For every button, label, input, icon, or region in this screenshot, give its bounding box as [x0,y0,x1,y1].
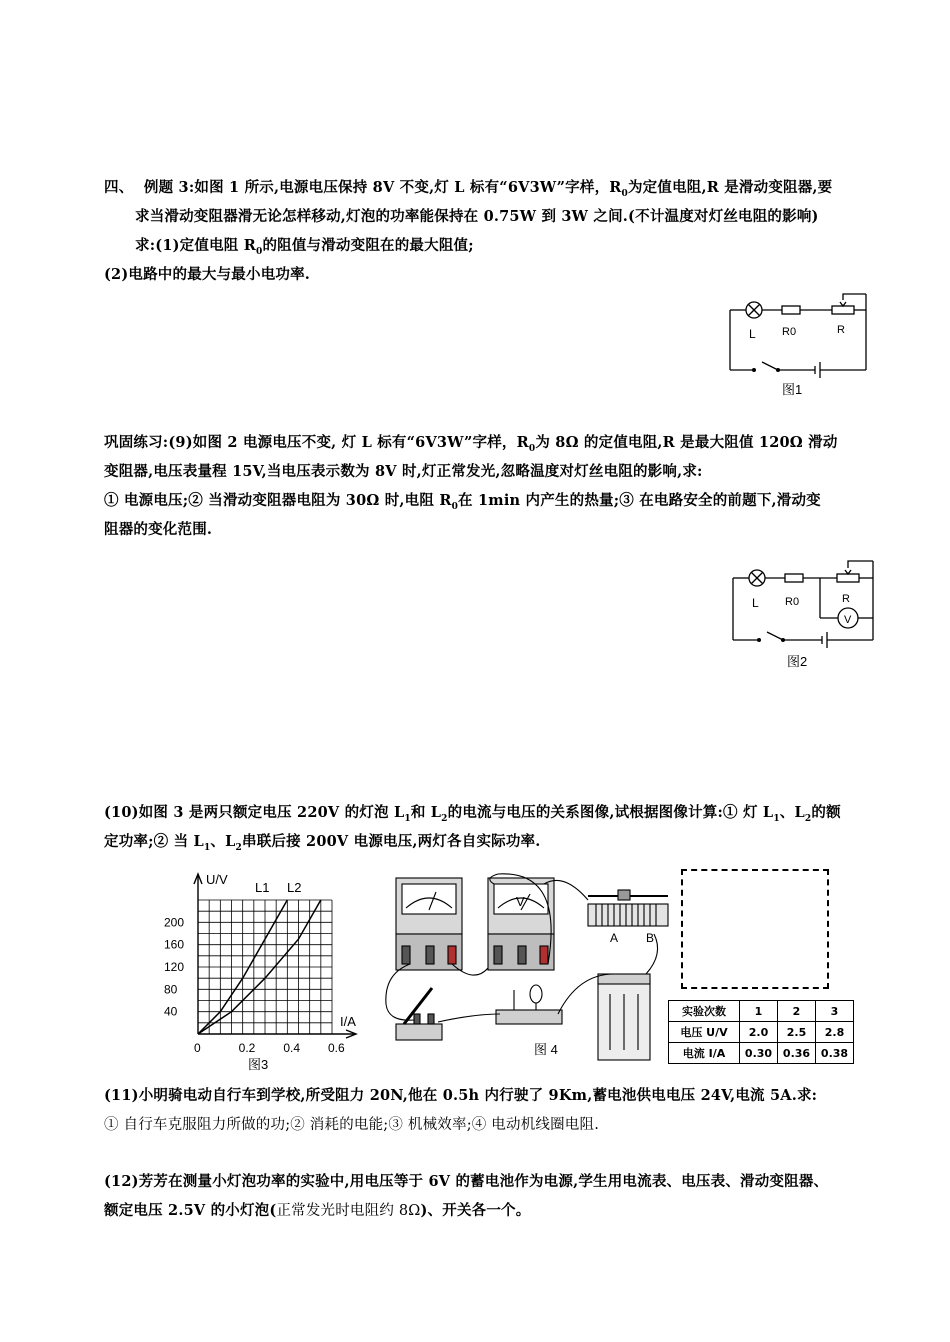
voltmeter-device [488,878,554,970]
fig2-lamp-label: L [752,596,759,610]
rheostat-r-symbol [837,574,859,582]
q12-line-2: 额定电压 2.5V 的小灯泡(正常发光时电阻约 8Ω)、开关各一个。 [104,1202,531,1219]
fig2-r0-label: R0 [785,596,800,608]
q11-line-1: (11)小明骑电动自行车到学校,所受阻力 20N,他在 0.5h 内行驶了 9Km,蓄电池供电电压 24V,电流 5A.求: [104,1087,818,1104]
fig1-caption: 图1 [782,382,803,397]
series-label-l2: L2 [287,880,302,895]
battery-device [598,974,650,1060]
y-tick-label: 120 [164,960,185,974]
q4-line-4: (2)电路中的最大与最小电功率. [104,266,311,283]
experiment-table [668,1000,854,1064]
figure-4-apparatus [374,864,674,1064]
x-tick-label: 0.4 [283,1041,301,1055]
y-tick-label: 200 [164,915,185,930]
resistor-r0-symbol [785,574,803,582]
q10-line-2: 定功率;② 当 $L_1$、$L_2$串联后接 200V 电源电压,两灯各自实际功率. [104,833,541,853]
ammeter-device [396,878,462,970]
q12-line-1: (12)芳芳在测量小灯泡功率的实验中,用电压等于 6V 的蓄电池作为电源,学生用电流表、电压表、滑动变阻器、 [104,1173,829,1190]
y-tick-label: 160 [164,937,185,952]
fig4-voltmeter-label: V [516,894,525,909]
resistor-r0-symbol [782,306,800,314]
rheostat-device [588,890,668,926]
fig4-label-a: A [610,931,619,945]
y-tick-label: 80 [164,982,178,997]
fig4-label-b: B [646,931,655,945]
x-tick-label: 0 [194,1041,201,1055]
y-axis-label: U/V [206,872,228,887]
circuit-diagram-box [681,869,829,989]
fig1-lamp-label: L [749,327,756,341]
x-axis-label: I/A [340,1014,356,1029]
fig2-r-label: R [842,593,850,605]
fig3-caption: 图3 [248,1057,269,1072]
q4-line-2: 求当滑动变阻器滑无论怎样移动,灯泡的功率能保持在 0.75W 到 3W 之间.(不计温度对灯丝电阻的影响) [135,208,819,225]
fig1-r-label: R [837,324,845,336]
table-row: 实验次数 1 2 3 [669,1001,854,1022]
q11-line-2: ① 自行车克服阻力所做的功;② 消耗的电能;③ 机械效率;④ 电动机线圈电阻. [104,1117,599,1133]
figure-2-circuit [725,556,885,672]
table-row: 电压 U/V 2.0 2.5 2.8 [669,1022,854,1043]
q9-line-3: ① 电源电压;② 当滑动变阻器电阻为 30Ω 时,电阻 $R_0$在 1min 内产生的热量;③ 在电路安全的前题下,滑动变 [104,492,821,512]
rheostat-r-symbol [832,306,854,314]
x-tick-label: 0.2 [238,1041,256,1055]
table-row: 电流 I/A 0.30 0.36 0.38 [669,1043,854,1064]
fig1-r0-label: R0 [782,326,797,338]
q9-line-4: 阻器的变化范围. [104,521,213,538]
q9-line-1: 巩固练习:(9)如图 2 电源电压不变, 灯 L 标有“6V3W”字样，$R_0$为 8Ω 的定值电阻,R 是最大阻值 120Ω 滑动 [104,434,838,454]
figure-1-circuit [720,288,880,400]
x-tick-label: 0.6 [328,1041,345,1055]
q4-line-3: 求:(1)定值电阻 $R_0$的阻值与滑动变阻在的最大阻值; [135,237,474,257]
q4-line-1: 四、 例题 3:如图 1 所示,电源电压保持 8V 不变,灯 L 标有“6V3W”字样，$R_0$为定值电阻,R 是滑动变阻器,要 [104,179,833,199]
q10-line-1: (10)如图 3 是两只额定电压 220V 的灯泡 $L_1$和 $L_2$的电流与电压的关系图像,试根据图像计算:① 灯 $L_1$、$L_2$的额 [104,804,841,824]
q9-line-2: 变阻器,电压表量程 15V,当电压表示数为 8V 时,灯正常发光,忽略温度对灯丝电阻的影响,求: [104,463,703,480]
figure-3-chart [160,866,365,1076]
y-tick-label: 40 [164,1004,178,1019]
fig2-caption: 图2 [787,654,808,669]
series-label-l1: L1 [255,880,270,895]
bulb-device [496,985,562,1024]
fig4-caption: 图 4 [534,1042,558,1057]
fig2-meter-label: V [844,614,852,626]
switch-device [396,988,442,1040]
